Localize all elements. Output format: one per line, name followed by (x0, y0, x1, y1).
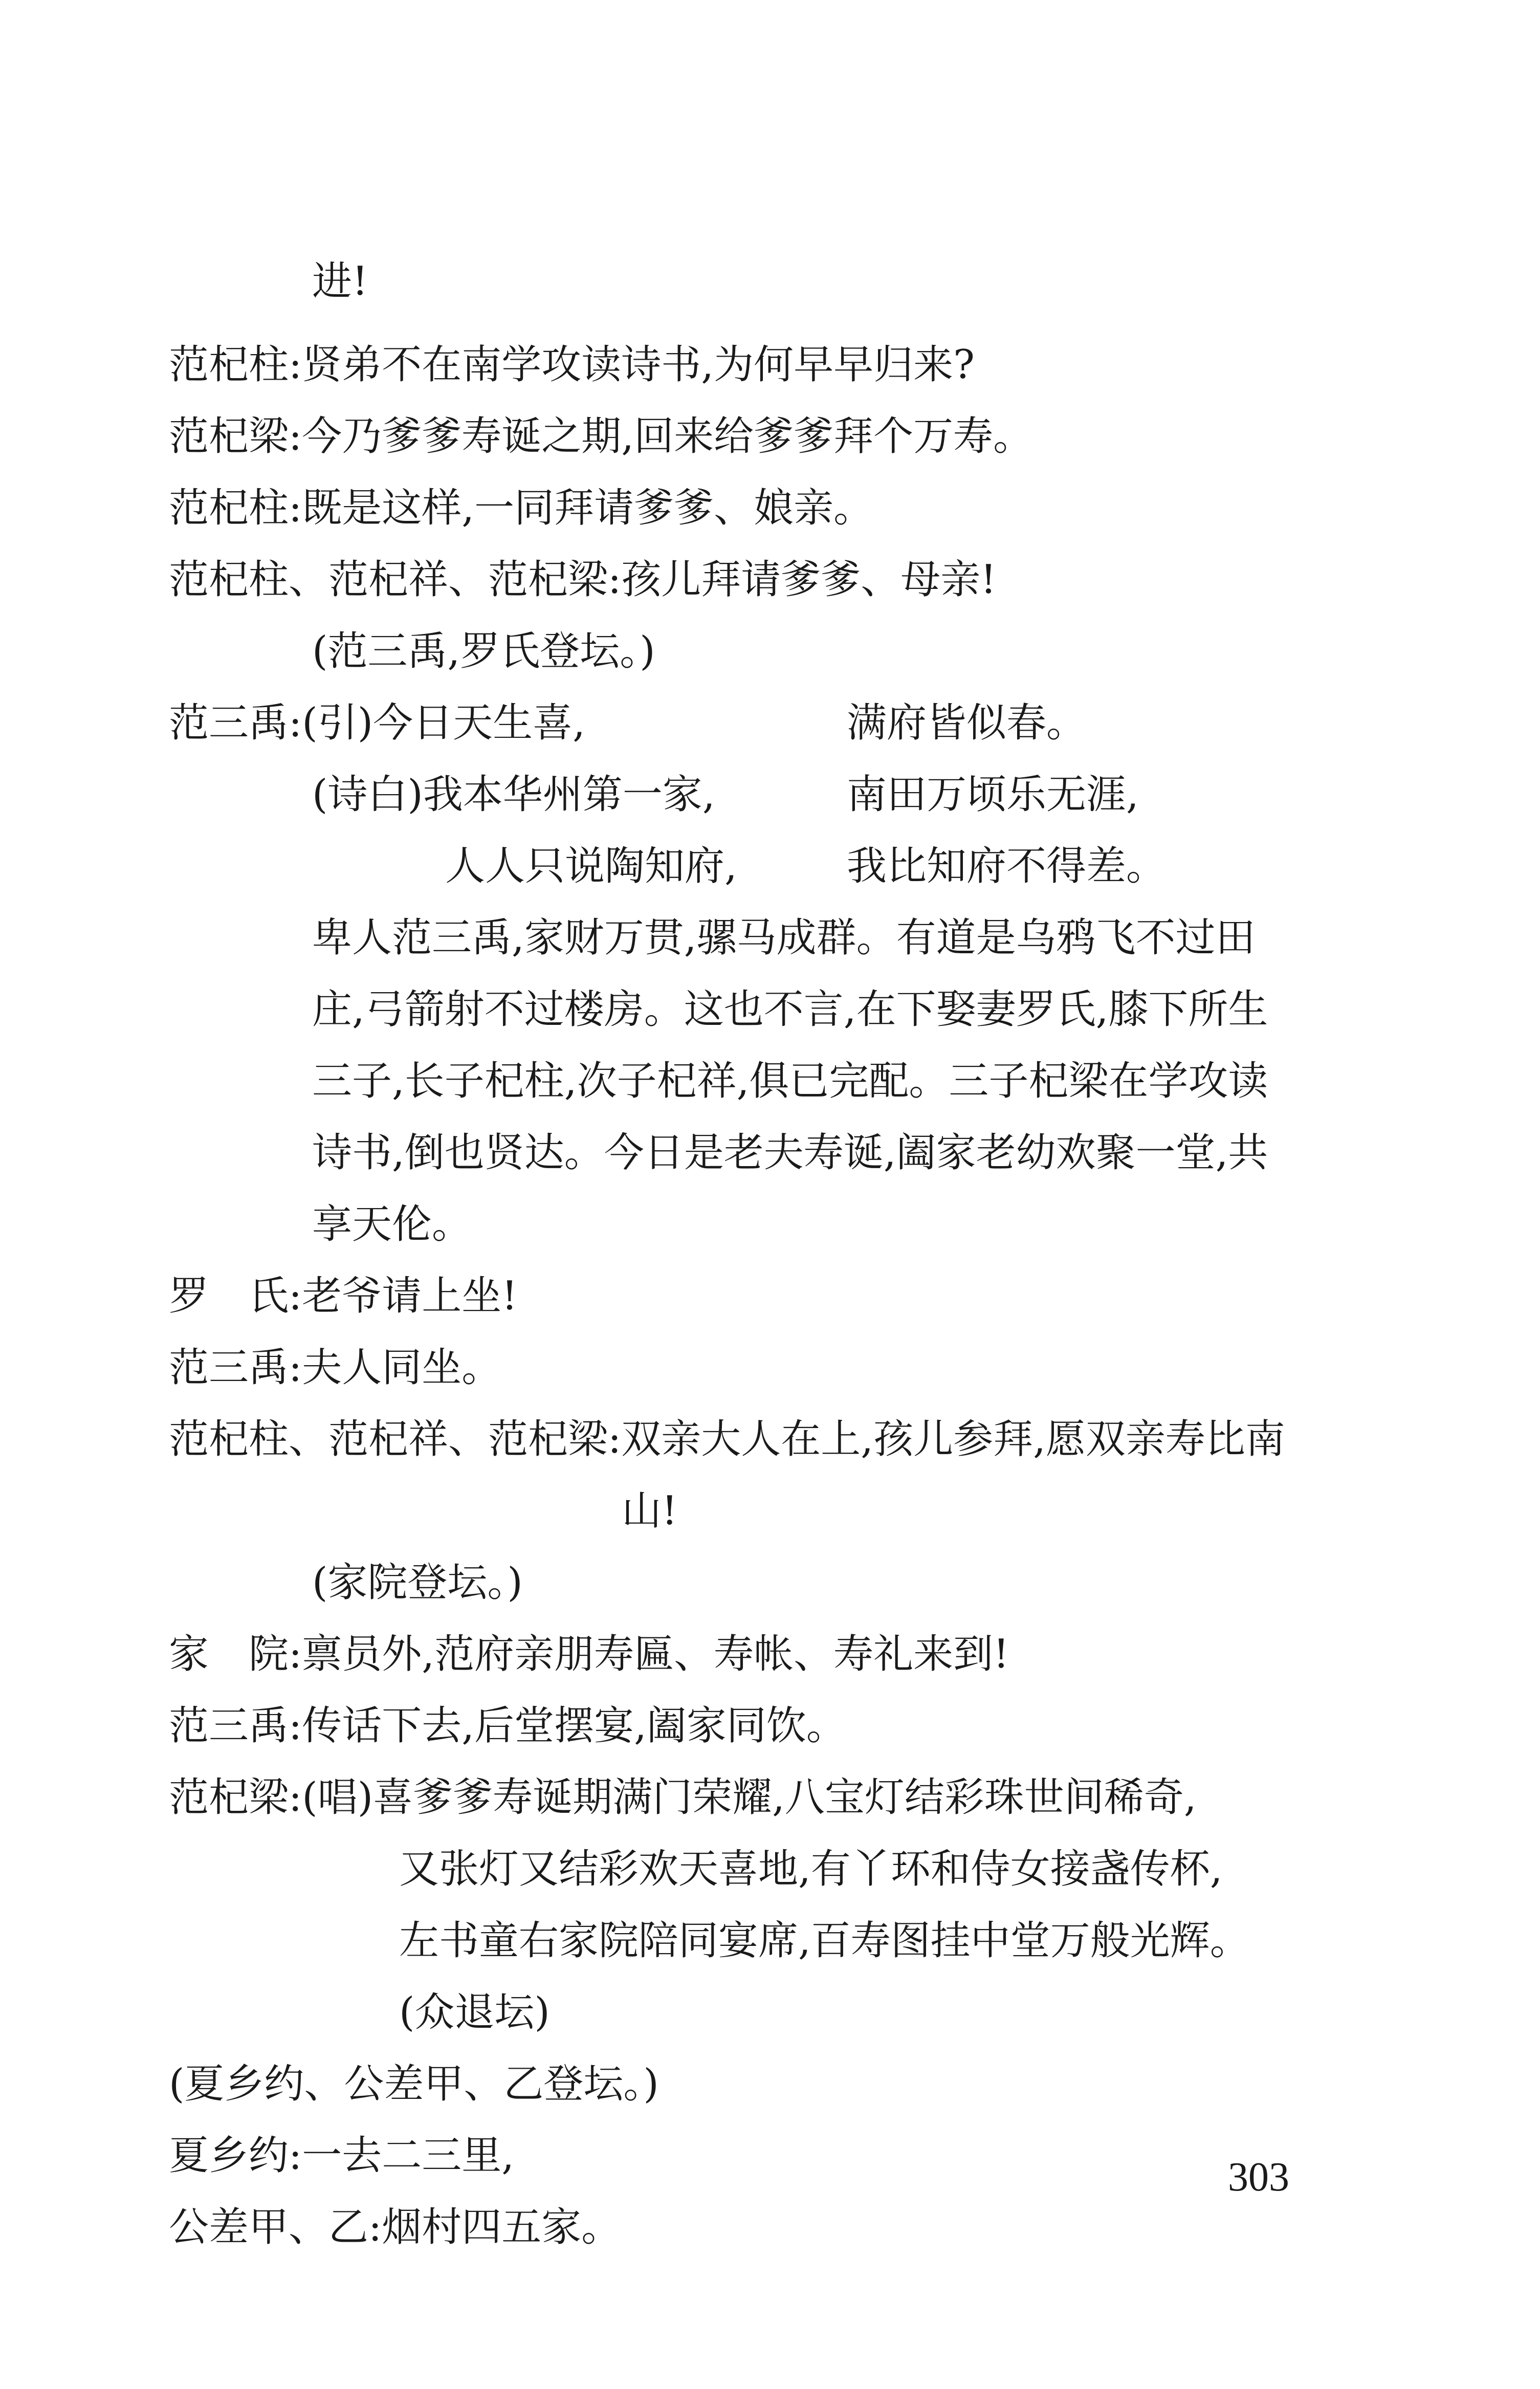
text-line: 范杞柱:贤弟不在南学攻读诗书,为何早早归来? (169, 342, 975, 388)
text-line: 公差甲、乙:烟村四五家。 (169, 2204, 622, 2250)
text-line: 山! (622, 1488, 678, 1534)
text-line: 范杞柱、范杞祥、范杞梁:孩儿拜请爹爹、母亲! (169, 557, 997, 603)
text-line: 范三禹:夫人同坐。 (169, 1345, 502, 1391)
text-line: 罗 氏:老爷请上坐! (169, 1273, 518, 1319)
text-line: 范三禹:(引)今日天生喜, (169, 700, 585, 746)
text-line: 范杞梁:(唱)喜爹爹寿诞期满门荣耀,八宝灯结彩珠世间稀奇, (169, 1774, 1197, 1821)
text-line: 卑人范三禹,家财万贯,骡马成群。有道是乌鸦飞不过田 (312, 915, 1256, 961)
text-line: 庄,弓箭射不过楼房。这也不言,在下娶妻罗氏,膝下所生 (312, 987, 1268, 1033)
stage-direction: (众退坛) (399, 1989, 550, 2035)
page-number: 303 (1228, 2155, 1289, 2200)
text-line: 范杞柱:既是这样,一同拜请爹爹、娘亲。 (169, 485, 874, 531)
text-line: 夏乡约:一去二三里, (169, 2133, 515, 2179)
text-line: 三子,长子杞柱,次子杞祥,俱已完配。三子杞梁在学攻读 (312, 1058, 1268, 1104)
text-line: 进! (312, 258, 368, 304)
text-line: 南田万顷乐无涯, (847, 772, 1139, 818)
text-line: 家 院:禀员外,范府亲朋寿匾、寿帐、寿礼来到! (169, 1631, 1009, 1677)
text-line: 范杞梁:今乃爹爹寿诞之期,回来给爹爹拜个万寿。 (169, 413, 1033, 459)
stage-direction: (夏乡约、公差甲、乙登坛。) (169, 2061, 659, 2107)
text-line: 又张灯又结彩欢天喜地,有丫环和侍女接盏传杯, (399, 1846, 1223, 1892)
text-line: 诗书,倒也贤达。今日是老夫寿诞,阖家老幼欢聚一堂,共 (312, 1130, 1268, 1176)
text-line: 人人只说陶知府, (445, 843, 737, 889)
text-line: 我比知府不得差。 (847, 843, 1167, 889)
text-line: 享天伦。 (312, 1201, 472, 1247)
stage-direction: (范三禹,罗氏登坛。) (312, 628, 655, 674)
text-line: 满府皆似春。 (847, 700, 1087, 746)
text-line: 范杞柱、范杞祥、范杞梁:双亲大人在上,孩儿参拜,愿双亲寿比南 (169, 1416, 1285, 1462)
text-line: (诗白)我本华州第一家, (312, 772, 715, 818)
stage-direction: (家院登坛。) (312, 1560, 523, 1606)
text-line: 左书童右家院陪同宴席,百寿图挂中堂万般光辉。 (399, 1918, 1250, 1964)
text-line: 范三禹:传话下去,后堂摆宴,阖家同饮。 (169, 1703, 846, 1749)
